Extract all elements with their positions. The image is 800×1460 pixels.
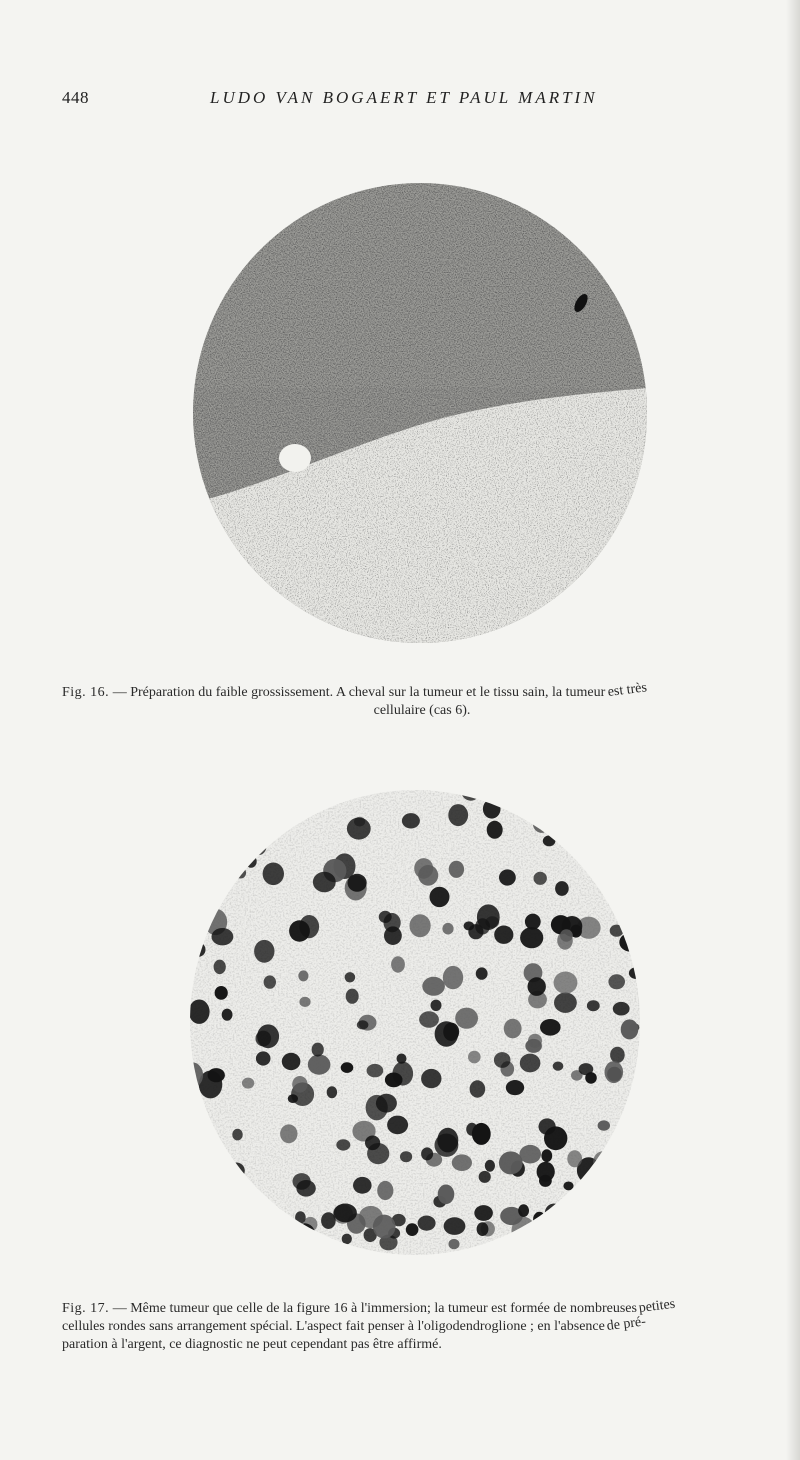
cell-nucleus bbox=[222, 1009, 233, 1021]
cell-nucleus bbox=[342, 1234, 352, 1245]
cell-nucleus bbox=[257, 1223, 269, 1237]
cell-nucleus bbox=[393, 1062, 414, 1086]
figure-17-micrograph bbox=[190, 790, 640, 1255]
cell-nucleus bbox=[214, 960, 226, 975]
cell-nucleus bbox=[518, 1204, 529, 1217]
cell-nucleus bbox=[242, 1078, 254, 1089]
cell-nucleus bbox=[321, 1212, 336, 1229]
cell-nucleus bbox=[568, 810, 584, 825]
cell-nucleus bbox=[212, 1169, 233, 1190]
cell-nucleus bbox=[377, 1181, 393, 1200]
cell-nucleus bbox=[472, 1123, 491, 1145]
cell-nucleus bbox=[610, 1047, 625, 1063]
cell-nucleus bbox=[628, 1230, 640, 1249]
cell-nucleus bbox=[571, 1227, 589, 1246]
cell-nucleus bbox=[499, 869, 516, 885]
cell-nucleus bbox=[582, 790, 602, 809]
page-number: 448 bbox=[62, 88, 89, 107]
cell-nucleus bbox=[379, 911, 392, 923]
cell-nucleus bbox=[533, 815, 551, 833]
cell-nucleus bbox=[234, 1179, 246, 1194]
cell-nucleus bbox=[519, 1145, 541, 1164]
cell-nucleus bbox=[474, 1205, 493, 1221]
cell-nucleus bbox=[494, 1052, 511, 1068]
cell-nucleus bbox=[485, 1160, 495, 1172]
cell-nucleus bbox=[292, 1076, 307, 1093]
cell-nucleus bbox=[205, 1238, 221, 1253]
cell-nucleus bbox=[269, 813, 281, 825]
cell-nucleus bbox=[280, 1124, 297, 1143]
cell-nucleus bbox=[571, 1205, 593, 1226]
cell-nucleus bbox=[608, 974, 625, 989]
cell-nucleus bbox=[190, 892, 201, 903]
cell-nucleus bbox=[228, 1163, 245, 1179]
cell-nucleus bbox=[431, 1000, 442, 1011]
cell-nucleus bbox=[555, 881, 569, 896]
cell-nucleus bbox=[499, 1151, 523, 1174]
cell-nucleus bbox=[455, 1008, 478, 1029]
cell-nucleus bbox=[419, 1011, 439, 1027]
cell-nucleus bbox=[593, 1151, 612, 1172]
cell-nucleus bbox=[546, 794, 563, 808]
cell-nucleus bbox=[298, 970, 308, 981]
cell-nucleus bbox=[435, 1021, 459, 1046]
cell-nucleus bbox=[256, 1031, 272, 1047]
cell-nucleus bbox=[437, 1128, 458, 1153]
cell-nucleus bbox=[200, 1243, 210, 1251]
cell-nucleus bbox=[621, 1019, 639, 1039]
cell-nucleus bbox=[623, 1129, 638, 1142]
figure-16-micrograph bbox=[193, 183, 647, 643]
cell-nucleus bbox=[400, 1151, 412, 1162]
figure-16-caption-tilted-text: est très bbox=[606, 680, 648, 701]
cell-nucleus bbox=[619, 1153, 640, 1177]
cell-nucleus bbox=[256, 1199, 267, 1209]
cell-nucleus bbox=[604, 1152, 624, 1174]
cell-nucleus bbox=[299, 997, 310, 1007]
figure-16-caption bbox=[62, 680, 782, 720]
cell-nucleus bbox=[347, 818, 371, 840]
cell-nucleus bbox=[236, 1204, 253, 1219]
cell-nucleus bbox=[563, 1182, 573, 1191]
cell-nucleus bbox=[421, 1147, 433, 1160]
cell-nucleus bbox=[308, 1055, 331, 1075]
cell-nucleus bbox=[397, 1054, 407, 1064]
cell-nucleus bbox=[312, 1043, 324, 1057]
cell-nucleus bbox=[566, 1232, 578, 1243]
cell-nucleus bbox=[357, 1020, 369, 1029]
cell-nucleus bbox=[545, 1226, 559, 1241]
cell-nucleus bbox=[628, 844, 639, 856]
cell-nucleus bbox=[630, 1215, 640, 1229]
cell-nucleus bbox=[295, 1211, 306, 1224]
cell-nucleus bbox=[215, 986, 228, 1000]
cell-nucleus bbox=[192, 943, 205, 957]
cell-nucleus bbox=[605, 1061, 624, 1083]
figure-17-caption-tilted-text: petites bbox=[638, 1296, 677, 1317]
cell-nucleus bbox=[468, 1051, 481, 1064]
cell-nucleus bbox=[444, 1217, 466, 1235]
cell-nucleus bbox=[288, 1094, 298, 1103]
cell-nucleus bbox=[624, 1185, 635, 1194]
cell-nucleus bbox=[544, 1126, 567, 1150]
cell-nucleus bbox=[449, 1239, 460, 1249]
cell-nucleus bbox=[479, 1171, 491, 1183]
cell-nucleus bbox=[216, 811, 240, 840]
cell-nucleus bbox=[520, 927, 543, 948]
cell-nucleus bbox=[613, 1002, 630, 1016]
cell-nucleus bbox=[366, 1095, 388, 1120]
cell-nucleus bbox=[430, 887, 450, 907]
cell-nucleus bbox=[604, 1213, 616, 1224]
cell-nucleus bbox=[520, 1054, 541, 1073]
cell-nucleus bbox=[567, 1150, 582, 1167]
page-header bbox=[62, 88, 662, 112]
cell-nucleus bbox=[327, 1086, 337, 1098]
cell-nucleus bbox=[443, 966, 463, 989]
cell-nucleus bbox=[494, 926, 513, 944]
cell-nucleus bbox=[212, 928, 234, 945]
cell-nucleus bbox=[615, 828, 633, 848]
figure-16-caption-line-2: cellulaire (cas 6). bbox=[373, 703, 471, 718]
cell-nucleus bbox=[421, 1069, 441, 1088]
cell-nucleus bbox=[373, 1215, 396, 1239]
figure-17-caption-text-2: cellules rondes sans arrangement spécial. L'aspect fait penser à l'oligodendroglione ; en l'absence bbox=[62, 1319, 605, 1334]
cell-nucleus bbox=[334, 1204, 357, 1223]
cell-nucleus bbox=[543, 1219, 564, 1243]
cell-nucleus bbox=[418, 865, 438, 886]
cell-nucleus bbox=[596, 1228, 618, 1251]
cell-nucleus bbox=[232, 1129, 242, 1141]
cell-nucleus bbox=[528, 977, 546, 996]
cell-nucleus bbox=[391, 956, 405, 972]
cell-nucleus bbox=[470, 1080, 486, 1097]
cell-nucleus bbox=[231, 1240, 251, 1255]
cell-nucleus bbox=[191, 1183, 213, 1208]
cell-nucleus bbox=[541, 1149, 552, 1162]
cell-nucleus bbox=[296, 1180, 315, 1197]
cell-nucleus bbox=[618, 1223, 629, 1234]
cell-nucleus bbox=[554, 993, 577, 1013]
cell-nucleus bbox=[348, 874, 367, 892]
cell-nucleus bbox=[402, 813, 420, 828]
cell-nucleus bbox=[202, 821, 216, 833]
cell-nucleus bbox=[537, 1162, 555, 1182]
cell-nucleus bbox=[600, 1171, 614, 1184]
cell-nucleus bbox=[464, 921, 475, 930]
figure-17-caption-line-2 bbox=[62, 1314, 782, 1336]
cell-nucleus bbox=[246, 855, 257, 868]
cell-nucleus bbox=[269, 806, 282, 819]
cell-nucleus bbox=[235, 867, 246, 878]
cell-nucleus bbox=[560, 929, 573, 941]
cell-nucleus bbox=[579, 1063, 594, 1075]
cell-nucleus bbox=[256, 1051, 271, 1065]
cell-nucleus bbox=[418, 1216, 436, 1231]
cell-nucleus bbox=[289, 920, 310, 941]
cell-nucleus bbox=[554, 972, 578, 994]
cell-nucleus bbox=[540, 1019, 561, 1036]
cell-nucleus bbox=[263, 863, 284, 886]
cell-nucleus bbox=[610, 925, 624, 937]
cell-nucleus bbox=[250, 840, 266, 856]
cell-nucleus bbox=[345, 972, 356, 982]
cell-nucleus bbox=[504, 1019, 522, 1039]
cell-nucleus bbox=[534, 872, 547, 885]
cell-nucleus bbox=[476, 967, 488, 979]
figure-17-caption-line-3: paration à l'argent, ce diagnostic ne peut cependant pas être affirmé. bbox=[62, 1337, 442, 1352]
cell-nucleus bbox=[353, 1177, 372, 1194]
cell-nucleus bbox=[410, 914, 431, 937]
cell-nucleus bbox=[206, 1216, 226, 1232]
cell-nucleus bbox=[313, 872, 336, 893]
cell-nucleus bbox=[262, 1206, 283, 1223]
cell-nucleus bbox=[295, 1223, 315, 1243]
page-edge-shadow bbox=[786, 0, 800, 1460]
cell-nucleus bbox=[365, 1136, 380, 1151]
cell-nucleus bbox=[336, 1139, 350, 1150]
cell-nucleus bbox=[282, 1053, 301, 1070]
cell-nucleus bbox=[438, 1185, 455, 1205]
figure-16-label: Fig. 16. bbox=[62, 685, 110, 700]
cell-nucleus bbox=[232, 1214, 256, 1242]
figure-17-label: Fig. 17. bbox=[62, 1301, 110, 1316]
cell-nucleus bbox=[487, 821, 503, 839]
cell-nucleus bbox=[477, 1222, 489, 1236]
cell-nucleus bbox=[483, 799, 501, 818]
cell-nucleus bbox=[588, 811, 600, 822]
cell-nucleus bbox=[498, 790, 520, 802]
cell-nucleus bbox=[346, 989, 359, 1004]
cell-nucleus bbox=[629, 1237, 640, 1249]
figure-17-caption bbox=[62, 1296, 782, 1354]
cell-nucleus bbox=[587, 1000, 600, 1011]
cell-nucleus bbox=[367, 1064, 384, 1077]
cell-nucleus bbox=[190, 926, 203, 941]
cell-nucleus bbox=[543, 836, 556, 847]
cell-nucleus bbox=[506, 1080, 524, 1095]
cell-nucleus bbox=[528, 1034, 542, 1048]
figure-17-caption-tilted-text-2: de pré- bbox=[606, 1314, 648, 1335]
cell-nucleus bbox=[442, 923, 453, 935]
figure-16-caption-line-1 bbox=[62, 680, 782, 702]
cell-nucleus bbox=[598, 1120, 610, 1130]
figure-16-caption-text: — Préparation du faible grossissement. A cheval sur la tumeur et le tissu sain, la tumeur bbox=[112, 685, 606, 700]
figure-17-caption-text: — Même tumeur que celle de la figure 16 à l'immersion; la tumeur est formée de nombreuses bbox=[112, 1301, 637, 1316]
figure-17-caption-line-1 bbox=[62, 1296, 782, 1318]
cell-nucleus bbox=[553, 1062, 564, 1071]
cell-nucleus bbox=[545, 1204, 563, 1222]
cell-nucleus bbox=[618, 826, 634, 840]
cell-nucleus bbox=[202, 1161, 215, 1174]
cell-nucleus bbox=[585, 1214, 606, 1236]
cell-nucleus bbox=[387, 1116, 408, 1135]
cell-nucleus bbox=[449, 861, 464, 878]
cell-nucleus bbox=[264, 975, 276, 988]
running-head: LUDO VAN BOGAERT ET PAUL MARTIN bbox=[210, 88, 598, 107]
cell-nucleus bbox=[559, 1213, 576, 1232]
cell-nucleus bbox=[533, 1212, 546, 1227]
cell-nucleus bbox=[448, 804, 468, 826]
cell-nucleus bbox=[384, 926, 402, 945]
cell-nucleus bbox=[341, 1062, 354, 1073]
cell-nucleus bbox=[254, 940, 274, 963]
cell-nucleus bbox=[406, 1223, 419, 1236]
cell-nucleus bbox=[422, 977, 445, 996]
cell-nucleus bbox=[452, 1154, 472, 1171]
